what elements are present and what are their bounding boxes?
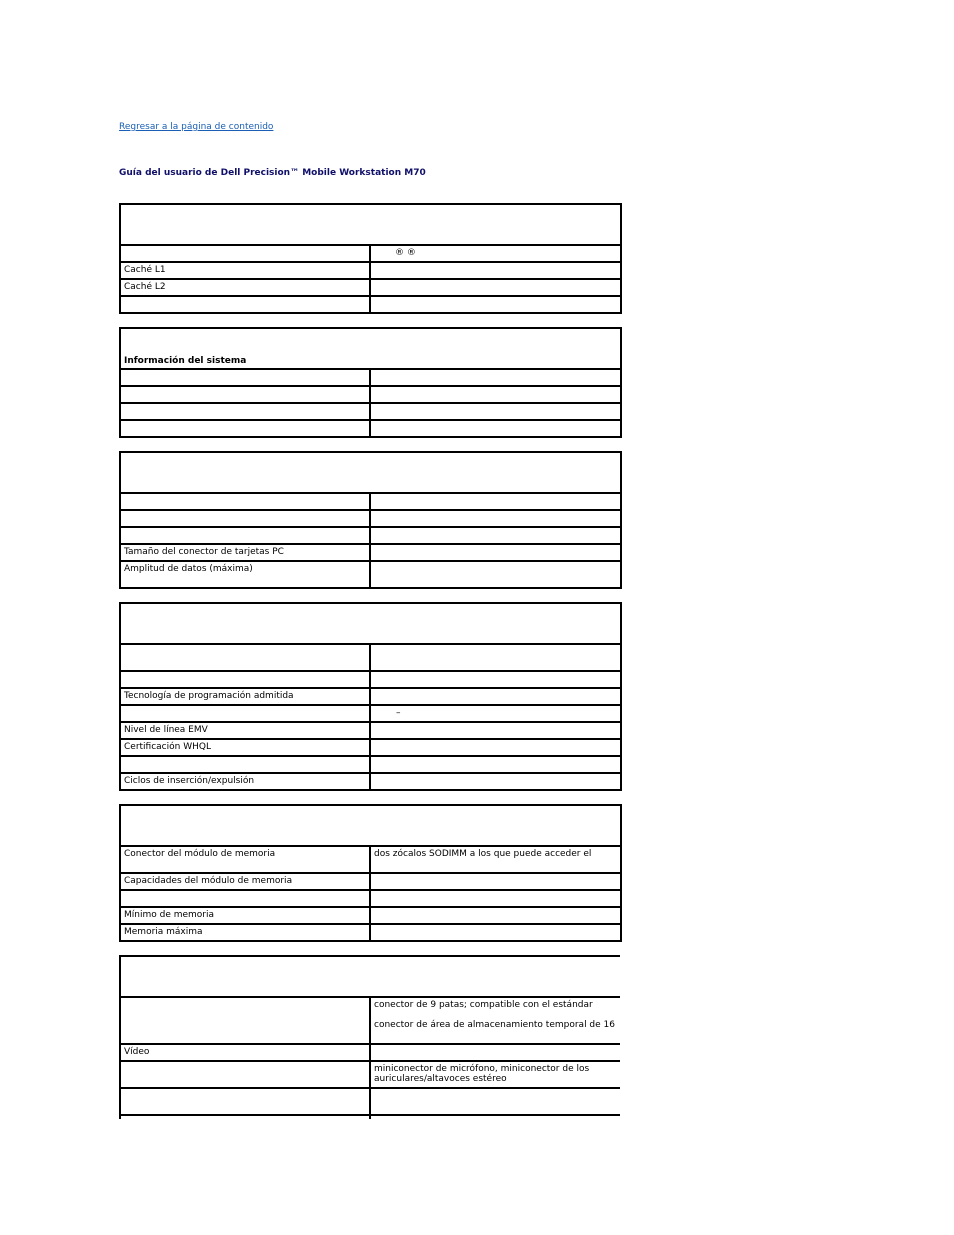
table-row-value <box>370 420 621 437</box>
table-row-value <box>370 644 621 671</box>
table-row-label: Mínimo de memoria <box>120 907 370 924</box>
table-row-label: Caché L2 <box>120 279 370 296</box>
table-row-value <box>370 671 621 688</box>
table-row-label: Conector del módulo de memoria <box>120 846 370 873</box>
table-row-label <box>120 1061 370 1088</box>
table-row-label: Caché L1 <box>120 262 370 279</box>
table-row-label: Nivel de línea EMV <box>120 722 370 739</box>
ports-header <box>120 956 620 997</box>
table-row-value: dos zócalos SODIMM a los que puede acceder el <box>370 846 621 873</box>
table-row-label <box>120 420 370 437</box>
table-row-value <box>370 688 621 705</box>
table-row-value: miniconector de micrófono, miniconector de los auriculares/altavoces estéreo <box>370 1061 620 1088</box>
table-row-label <box>120 493 370 510</box>
smart-card-header <box>120 603 621 644</box>
pc-card-table <box>119 451 622 589</box>
table-row-label: Memoria máxima <box>120 924 370 941</box>
table-row-value <box>370 1044 620 1061</box>
system-info-table <box>119 327 622 438</box>
table-row-label <box>120 245 370 262</box>
table-row-value <box>370 890 621 907</box>
table-row-label <box>120 386 370 403</box>
table-row-value <box>370 873 621 890</box>
back-to-contents-link[interactable]: Regresar a la página de contenido <box>119 122 274 132</box>
table-row-label: Amplitud de datos (máxima) <box>120 561 370 588</box>
table-row-value <box>370 997 620 1044</box>
table-row-label <box>120 296 370 313</box>
table-row-label <box>120 890 370 907</box>
table-row-value <box>370 561 621 588</box>
smart-card-table <box>119 602 622 791</box>
table-row-value: – <box>370 705 621 722</box>
table-row-value <box>370 907 621 924</box>
ports-table <box>119 955 620 1119</box>
table-row-label: Capacidades del módulo de memoria <box>120 873 370 890</box>
table-row-label: Certificación WHQL <box>120 739 370 756</box>
table-row-label <box>120 644 370 671</box>
table-row-value <box>370 369 621 386</box>
table-row-label <box>120 510 370 527</box>
table-row-value <box>370 1088 620 1115</box>
table-row-label: Ciclos de inserción/expulsión <box>120 773 370 790</box>
table-row-label <box>120 756 370 773</box>
table-row-value <box>370 403 621 420</box>
table-row-label <box>120 369 370 386</box>
memory-header <box>120 805 621 846</box>
table-row-label <box>120 705 370 722</box>
table-row-label <box>120 403 370 420</box>
table-row-value <box>370 296 621 313</box>
table-row-label: Vídeo <box>120 1044 370 1061</box>
table-row-value <box>370 1115 620 1119</box>
table-row-label <box>120 671 370 688</box>
memory-table <box>119 804 622 942</box>
table-row-value <box>370 756 621 773</box>
table-row-value <box>370 773 621 790</box>
table-row-label <box>120 997 370 1044</box>
system-info-header: Información del sistema <box>120 328 621 369</box>
table-row-label: Tecnología de programación admitida <box>120 688 370 705</box>
table-row-value <box>370 527 621 544</box>
table-row-label <box>120 1115 370 1119</box>
ports-table-clip <box>119 955 620 1119</box>
table-row-label <box>120 527 370 544</box>
processor-header <box>120 204 621 245</box>
table-row-value <box>370 279 621 296</box>
table-row-value <box>370 386 621 403</box>
table-row-label: Tamaño del conector de tarjetas PC <box>120 544 370 561</box>
table-row-value <box>370 493 621 510</box>
table-row-value: ® ® <box>370 245 621 262</box>
serial-port-value: conector de 9 patas; compatible con el estándar <box>374 1000 593 1010</box>
processor-table <box>119 203 622 314</box>
table-row-value <box>370 924 621 941</box>
document-title: Guía del usuario de Dell Precision™ Mobile Workstation M70 <box>119 168 426 178</box>
table-row-value <box>370 544 621 561</box>
table-row-value <box>370 510 621 527</box>
table-row-value <box>370 739 621 756</box>
parallel-port-value: conector de área de almacenamiento temporal de 16 <box>374 1020 615 1030</box>
table-row-value <box>370 722 621 739</box>
table-row-value <box>370 262 621 279</box>
pc-card-header <box>120 452 621 493</box>
table-row-label <box>120 1088 370 1115</box>
